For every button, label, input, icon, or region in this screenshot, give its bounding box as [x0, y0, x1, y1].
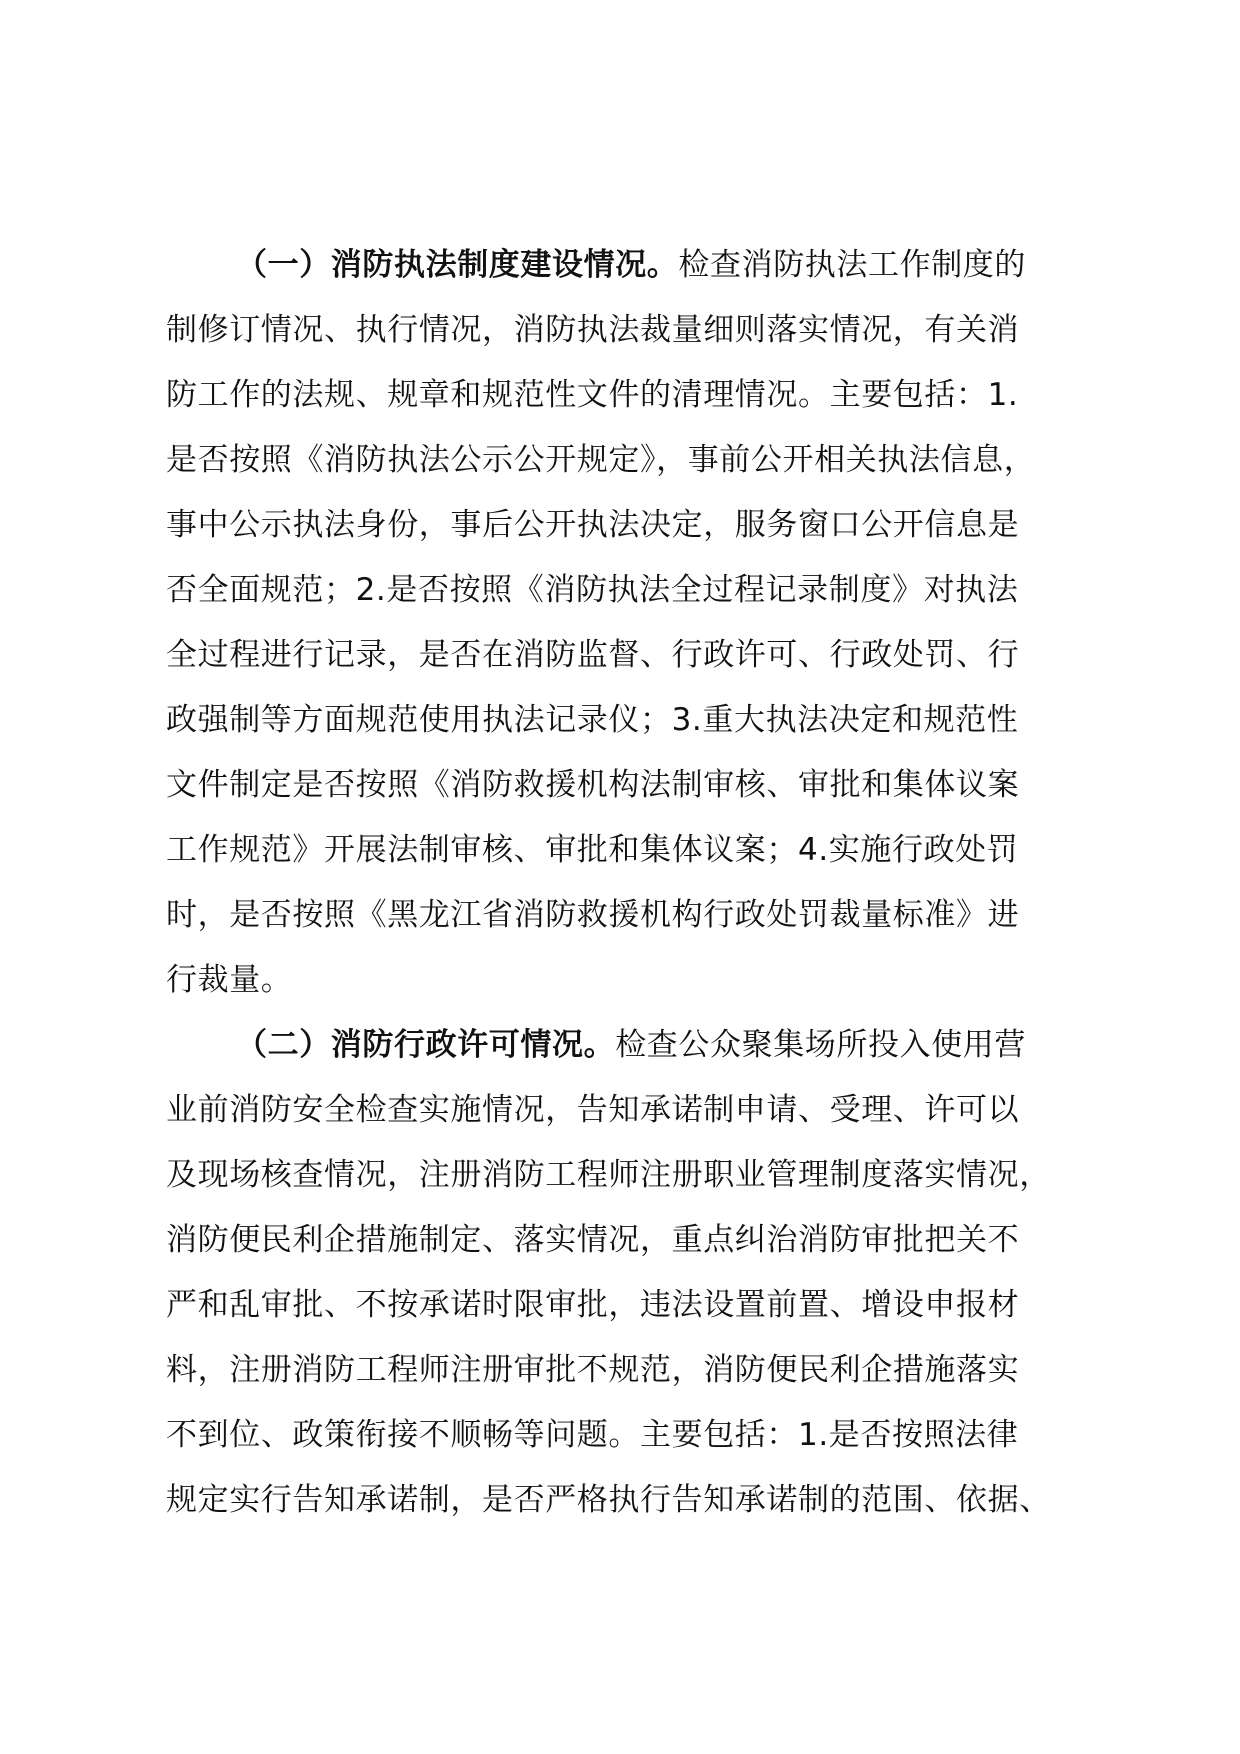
body-line: 料，注册消防工程师注册审批不规范，消防便民利企措施落实: [166, 1352, 1020, 1388]
body-line: 否全面规范；2.是否按照《消防执法全过程记录制度》对执法: [166, 572, 1019, 608]
body-line: 严和乱审批、不按承诺时限审批，违法设置前置、增设申报材: [166, 1287, 1020, 1323]
section-1-lead-text: 检查消防执法工作制度的: [678, 247, 1027, 283]
body-line: 时，是否按照《黑龙江省消防救援机构行政处罚裁量标准》进: [166, 897, 1020, 933]
section-1-heading: （一）消防执法制度建设情况。: [236, 247, 679, 283]
body-line: 制修订情况、执行情况，消防执法裁量细则落实情况，有关消: [166, 312, 1020, 348]
body-line: 全过程进行记录，是否在消防监督、行政许可、行政处罚、行: [166, 637, 1020, 673]
section-2-lead-text: 检查公众聚集场所投入使用营: [615, 1027, 1027, 1063]
body-line: 业前消防安全检查实施情况，告知承诺制申请、受理、许可以: [166, 1092, 1020, 1128]
body-line: 政强制等方面规范使用执法记录仪；3.重大执法决定和规范性: [166, 702, 1019, 738]
section-2-first-line: [166, 1013, 1086, 1078]
body-line: 不到位、政策衔接不顺畅等问题。主要包括：1.是否按照法律: [166, 1417, 1019, 1453]
body-line: 事中公示执法身份，事后公开执法决定，服务窗口公开信息是: [166, 507, 1020, 543]
body-line: 规定实行告知承诺制，是否严格执行告知承诺制的范围、依据、: [166, 1482, 1051, 1518]
body-line: 文件制定是否按照《消防救援机构法制审核、审批和集体议案: [166, 767, 1020, 803]
section-2-heading: （二）消防行政许可情况。: [236, 1027, 616, 1063]
body-line: 防工作的法规、规章和规范性文件的清理情况。主要包括：1.: [166, 377, 1019, 413]
body-line: 是否按照《消防执法公示公开规定》，事前公开相关执法信息，: [166, 442, 1036, 478]
body-line: 行裁量。: [166, 962, 293, 998]
body-line: 及现场核查情况，注册消防工程师注册职业管理制度落实情况，: [166, 1157, 1051, 1193]
document-body: [166, 233, 1086, 1533]
body-line: 工作规范》开展法制审核、审批和集体议案；4.实施行政处罚: [166, 832, 1019, 868]
body-line: 消防便民利企措施制定、落实情况，重点纠治消防审批把关不: [166, 1222, 1020, 1258]
section-1-first-line: [166, 233, 1086, 298]
